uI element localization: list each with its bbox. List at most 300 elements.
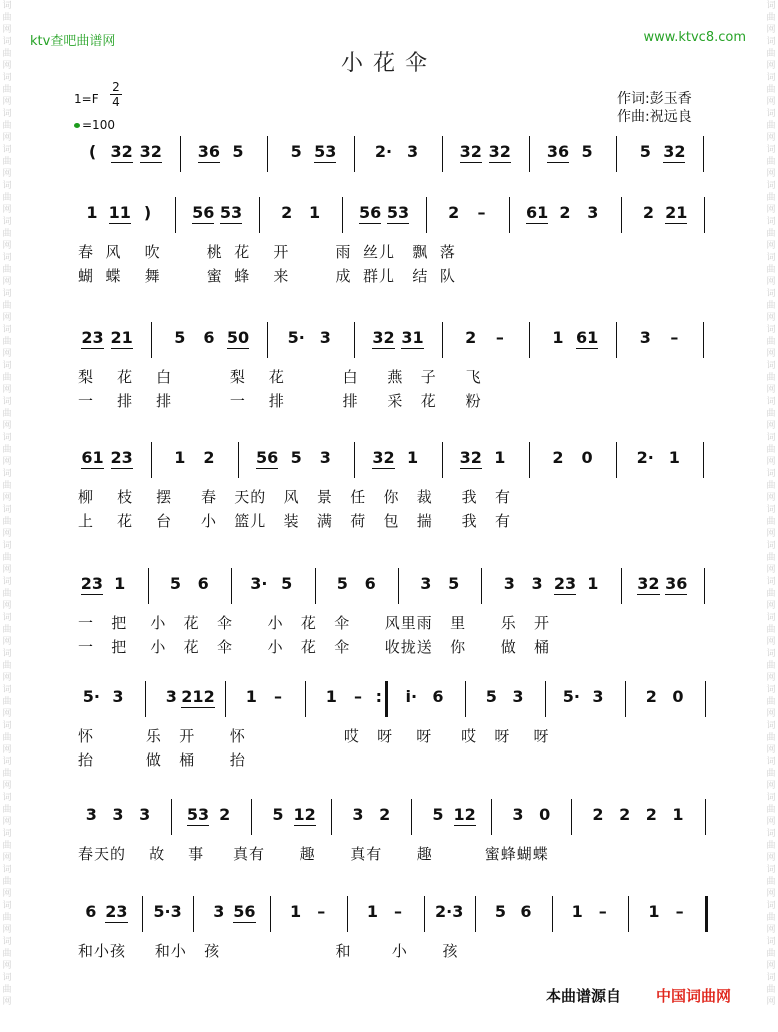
note-token: 61 xyxy=(525,203,549,222)
note-token: 53 xyxy=(186,805,210,824)
watermark-char: 网 xyxy=(2,313,12,323)
note-token: – xyxy=(670,328,679,347)
watermark-char: 网 xyxy=(2,385,12,395)
note-token: 6 xyxy=(364,574,376,593)
note-token: – xyxy=(675,902,684,921)
barline xyxy=(225,681,226,717)
lyric-line: 春 风 吹 桃 花 开 雨 丝儿 飘 落 xyxy=(78,243,456,261)
site-name-left[interactable]: ktv查吧曲谱网 xyxy=(30,34,116,49)
key-signature: 1=F xyxy=(74,92,99,106)
watermark-char: 曲 xyxy=(766,949,776,959)
staff-row xyxy=(78,448,718,478)
note-token: 32 xyxy=(372,448,395,467)
note-token: 2· xyxy=(374,142,393,161)
watermark-char: 词 xyxy=(766,253,776,263)
barline xyxy=(705,681,706,717)
barline xyxy=(180,136,181,172)
barline xyxy=(475,896,476,932)
watermark-char: 曲 xyxy=(766,49,776,59)
watermark-char: 曲 xyxy=(766,85,776,95)
watermark-char: 词 xyxy=(766,757,776,767)
note-token: 2 xyxy=(465,328,477,347)
note-token: i· xyxy=(405,687,418,706)
watermark-char: 词 xyxy=(2,361,12,371)
watermark-char: 词 xyxy=(766,37,776,47)
watermark-char: 词 xyxy=(766,469,776,479)
note-token: 6 xyxy=(520,902,532,921)
note-token: 32 xyxy=(139,142,162,161)
watermark-char: 网 xyxy=(766,817,776,827)
watermark-char: 曲 xyxy=(766,121,776,131)
watermark-char: 曲 xyxy=(766,301,776,311)
barline xyxy=(529,322,530,358)
note-token: 12 xyxy=(453,805,476,824)
note-token: 5·3 xyxy=(153,902,182,921)
watermark-char: 网 xyxy=(2,925,12,935)
note-token: 1 xyxy=(668,448,680,467)
note-token: 5 xyxy=(639,142,651,161)
watermark-char: 网 xyxy=(2,529,12,539)
watermark-char: 网 xyxy=(766,241,776,251)
composer: 作曲:祝远良 xyxy=(617,109,692,125)
watermark-char: 曲 xyxy=(766,373,776,383)
watermark-char: 网 xyxy=(766,673,776,683)
barline xyxy=(529,442,530,478)
lyric-line: 一 把 小 花 伞 小 花 伞 收拢送 你 做 桶 xyxy=(78,638,551,656)
watermark-char: 曲 xyxy=(2,913,12,923)
watermark-char: 词 xyxy=(2,469,12,479)
note-token: 1 xyxy=(290,902,302,921)
watermark-char: 网 xyxy=(2,637,12,647)
watermark-char: 词 xyxy=(2,613,12,623)
note-token: 3 xyxy=(85,805,97,824)
watermark-char: 词 xyxy=(766,217,776,227)
watermark-char: 曲 xyxy=(2,985,12,995)
watermark-char: 词 xyxy=(766,433,776,443)
watermark-char: 词 xyxy=(766,541,776,551)
note-token: ( xyxy=(88,142,97,161)
note-token: 2 xyxy=(619,805,631,824)
note-token: 23 xyxy=(105,902,128,921)
note-token: 5 xyxy=(432,805,444,824)
note-token: 5 xyxy=(232,142,244,161)
watermark-char: 网 xyxy=(766,709,776,719)
barline xyxy=(509,197,510,233)
note-token: 3 xyxy=(352,805,364,824)
watermark-char: 词 xyxy=(766,865,776,875)
note-token: 3 xyxy=(319,448,331,467)
watermark-char: 曲 xyxy=(766,481,776,491)
note-token: 0 xyxy=(581,448,593,467)
watermark-char: 网 xyxy=(766,277,776,287)
note-token: 61 xyxy=(575,328,599,347)
barline xyxy=(175,197,176,233)
barline xyxy=(231,568,232,604)
watermark-char: 网 xyxy=(2,241,12,251)
barline xyxy=(142,896,143,932)
barline xyxy=(616,442,617,478)
note-token: 5 xyxy=(448,574,460,593)
watermark-char: 曲 xyxy=(766,589,776,599)
note-token: 3 xyxy=(587,203,599,222)
watermark-char: 曲 xyxy=(2,553,12,563)
barline xyxy=(424,896,425,932)
barline xyxy=(616,136,617,172)
watermark-char: 网 xyxy=(766,745,776,755)
note-token: 5· xyxy=(82,687,100,706)
watermark-char: 网 xyxy=(2,961,12,971)
barline xyxy=(491,799,492,835)
staff-row xyxy=(78,574,718,604)
watermark-char: 网 xyxy=(766,97,776,107)
watermark-char: 词 xyxy=(766,721,776,731)
barline xyxy=(481,568,482,604)
watermark-char: 网 xyxy=(2,133,12,143)
note-token: 3 xyxy=(112,687,124,706)
note-token: 3· xyxy=(250,574,268,593)
watermark-char: 曲 xyxy=(766,625,776,635)
barline xyxy=(616,322,617,358)
note-token: 0 xyxy=(672,687,684,706)
note-token: 56 xyxy=(192,203,215,222)
watermark-char: 曲 xyxy=(766,841,776,851)
note-token: 2 xyxy=(645,805,657,824)
site-url-right[interactable]: www.ktvc8.com xyxy=(643,30,746,45)
note-token: 5 xyxy=(494,902,506,921)
watermark-char: 曲 xyxy=(2,157,12,167)
watermark-char: 曲 xyxy=(2,661,12,671)
note-token: 32 xyxy=(110,142,133,161)
barline xyxy=(148,568,149,604)
note-token: 1 xyxy=(587,574,599,593)
note-token: 32 xyxy=(459,448,482,467)
barline xyxy=(628,896,629,932)
note-token: 6 xyxy=(85,902,97,921)
barline xyxy=(354,136,355,172)
barline xyxy=(145,681,146,717)
note-token: 23 xyxy=(81,328,104,347)
meter-top: 2 xyxy=(112,80,120,94)
note-token: 53 xyxy=(314,142,337,161)
note-token: 3 xyxy=(112,805,124,824)
watermark-char: 网 xyxy=(2,205,12,215)
lyric-line: 怀 乐 开 怀 哎 呀 呀 哎 呀 呀 xyxy=(78,727,550,745)
watermark-char: 曲 xyxy=(766,229,776,239)
watermark-char: 词 xyxy=(2,73,12,83)
watermark-column-right xyxy=(764,0,778,1032)
watermark-char: 曲 xyxy=(2,265,12,275)
note-token: – xyxy=(354,687,362,706)
watermark-char: 网 xyxy=(2,853,12,863)
note-token: 32 xyxy=(488,142,511,161)
watermark-char: 词 xyxy=(2,505,12,515)
note-token: 2 xyxy=(379,805,391,824)
watermark-char: 网 xyxy=(2,349,12,359)
note-token: 6 xyxy=(197,574,209,593)
watermark-char: 网 xyxy=(766,637,776,647)
watermark-char: 网 xyxy=(2,169,12,179)
lyric-line: 一 把 小 花 伞 小 花 伞 风里雨 里 乐 开 xyxy=(78,614,551,632)
note-token: 3 xyxy=(531,574,543,593)
watermark-char: 词 xyxy=(766,1,776,11)
barline xyxy=(704,568,705,604)
barline xyxy=(305,681,306,717)
note-token: 2 xyxy=(219,805,231,824)
note-token: 2 xyxy=(642,203,654,222)
lyricist: 作词:彭玉香 xyxy=(617,91,692,107)
barline xyxy=(347,896,348,932)
lyric-line: 柳 枝 摆 春 天的 风 景 任 你 裁 我 有 xyxy=(78,488,511,506)
note-token: 21 xyxy=(110,328,133,347)
note-token: 56 xyxy=(359,203,382,222)
note-token: 3 xyxy=(420,574,432,593)
note-token: – xyxy=(394,902,402,921)
tempo-marking xyxy=(74,118,115,132)
barline xyxy=(625,681,626,717)
note-token: 53 xyxy=(219,203,243,222)
note-token: 3 xyxy=(512,805,524,824)
note-token: – xyxy=(317,902,326,921)
note-token: 1 xyxy=(648,902,660,921)
watermark-char: 网 xyxy=(2,817,12,827)
watermark-char: 网 xyxy=(766,133,776,143)
watermark-char: 曲 xyxy=(2,445,12,455)
note-token: 3 xyxy=(319,328,331,347)
time-signature xyxy=(108,80,124,109)
lyric-line: 梨 花 白 梨 花 白 燕 子 飞 xyxy=(78,368,482,386)
watermark-char: 网 xyxy=(766,529,776,539)
watermark-char: 网 xyxy=(2,745,12,755)
watermark-char: 词 xyxy=(766,793,776,803)
note-token: 36 xyxy=(665,574,688,593)
watermark-char: 曲 xyxy=(766,409,776,419)
note-token: 1 xyxy=(245,687,257,706)
watermark-char: 网 xyxy=(766,565,776,575)
watermark-char: 网 xyxy=(2,997,12,1007)
watermark-char: 曲 xyxy=(766,985,776,995)
note-token: 3 xyxy=(592,687,604,706)
watermark-char: 曲 xyxy=(766,697,776,707)
watermark-char: 词 xyxy=(2,937,12,947)
note-token: 2 xyxy=(448,203,460,222)
watermark-char: 曲 xyxy=(766,553,776,563)
watermark-char: 网 xyxy=(2,601,12,611)
note-token: 0 xyxy=(539,805,551,824)
note-token: 61 xyxy=(81,448,104,467)
watermark-char: 词 xyxy=(766,937,776,947)
barline xyxy=(267,322,268,358)
note-token: 50 xyxy=(226,328,250,347)
note-token: 23 xyxy=(553,574,577,593)
note-token: 5· xyxy=(562,687,580,706)
watermark-char: 曲 xyxy=(2,733,12,743)
note-token: 3 xyxy=(213,902,225,921)
watermark-char: 词 xyxy=(2,541,12,551)
watermark-char: 曲 xyxy=(2,805,12,815)
note-token: – xyxy=(477,203,486,222)
watermark-char: 词 xyxy=(766,361,776,371)
watermark-char: 曲 xyxy=(766,769,776,779)
footer-source[interactable]: 中国词曲网 xyxy=(656,987,732,1005)
lyric-line: 上 花 台 小 篮儿 装 满 荷 包 揣 我 有 xyxy=(78,512,511,530)
watermark-char: 词 xyxy=(2,217,12,227)
note-token: 23 xyxy=(110,448,133,467)
note-token: 5 xyxy=(272,805,284,824)
watermark-char: 词 xyxy=(766,577,776,587)
watermark-char: 网 xyxy=(766,601,776,611)
watermark-char: 词 xyxy=(2,577,12,587)
song-title: 小花伞 xyxy=(340,51,437,76)
note-token: 1 xyxy=(406,448,419,467)
watermark-char: 词 xyxy=(2,793,12,803)
footer-label: 本曲谱源自 xyxy=(546,987,622,1005)
note-token: 212 xyxy=(181,687,215,706)
watermark-char: 曲 xyxy=(766,805,776,815)
barline xyxy=(411,799,412,835)
quarter-note-icon xyxy=(74,123,80,128)
watermark-char: 词 xyxy=(2,181,12,191)
barline xyxy=(703,442,704,478)
watermark-char: 网 xyxy=(766,781,776,791)
note-token: 1 xyxy=(308,203,321,222)
note-token: 2 xyxy=(552,448,564,467)
note-token: 3 xyxy=(165,687,177,706)
watermark-char: 词 xyxy=(766,613,776,623)
watermark-char: 网 xyxy=(2,457,12,467)
note-token: 1 xyxy=(552,328,564,347)
watermark-char: 曲 xyxy=(766,157,776,167)
meter-bottom: 4 xyxy=(112,95,120,109)
barline xyxy=(552,896,553,932)
watermark-char: 曲 xyxy=(766,13,776,23)
watermark-char: 曲 xyxy=(2,769,12,779)
watermark-char: 词 xyxy=(2,325,12,335)
note-token: 3 xyxy=(512,687,524,706)
note-token: 32 xyxy=(637,574,660,593)
note-token: 5· xyxy=(287,328,305,347)
watermark-char: 曲 xyxy=(2,13,12,23)
watermark-char: 曲 xyxy=(2,949,12,959)
barline xyxy=(705,799,706,835)
note-token: 5 xyxy=(290,142,302,161)
watermark-char: 词 xyxy=(2,865,12,875)
watermark-char: 曲 xyxy=(2,877,12,887)
barline xyxy=(571,799,572,835)
watermark-char: 网 xyxy=(766,25,776,35)
watermark-char: 词 xyxy=(2,397,12,407)
note-token: 21 xyxy=(665,203,688,222)
barline xyxy=(171,799,172,835)
watermark-char: 网 xyxy=(766,421,776,431)
note-token: 1 xyxy=(325,687,337,706)
watermark-char: 词 xyxy=(766,181,776,191)
watermark-char: 曲 xyxy=(766,265,776,275)
barline xyxy=(331,799,332,835)
note-token: 23 xyxy=(80,574,104,593)
note-token: 5 xyxy=(485,687,497,706)
lyric-line: 蝴 蝶 舞 蜜 蜂 来 成 群儿 结 队 xyxy=(78,267,456,285)
barline xyxy=(703,136,704,172)
watermark-char: 曲 xyxy=(2,301,12,311)
watermark-char: 词 xyxy=(766,901,776,911)
note-token: 6 xyxy=(432,687,444,706)
barline xyxy=(354,322,355,358)
barline xyxy=(442,136,443,172)
watermark-char: 词 xyxy=(2,253,12,263)
barline xyxy=(529,136,530,172)
barline xyxy=(259,197,260,233)
watermark-char: 曲 xyxy=(2,193,12,203)
note-token: 56 xyxy=(233,902,256,921)
note-token: 1 xyxy=(114,574,126,593)
note-token: 32 xyxy=(663,142,686,161)
note-token: 3 xyxy=(139,805,151,824)
note-token: 5 xyxy=(290,448,302,467)
barline xyxy=(545,681,546,717)
barline xyxy=(238,442,239,478)
barline xyxy=(267,136,268,172)
watermark-char: 词 xyxy=(2,109,12,119)
watermark-char: 网 xyxy=(2,25,12,35)
barline xyxy=(151,322,152,358)
watermark-char: 曲 xyxy=(2,85,12,95)
barline xyxy=(705,896,708,932)
watermark-char: 曲 xyxy=(766,877,776,887)
note-token: 32 xyxy=(372,328,395,347)
watermark-char: 曲 xyxy=(766,733,776,743)
watermark-column-left xyxy=(0,0,14,1032)
watermark-char: 曲 xyxy=(2,409,12,419)
staff-row xyxy=(78,203,718,233)
watermark-char: 词 xyxy=(766,289,776,299)
note-token: 1 xyxy=(86,203,98,222)
note-token: 3 xyxy=(639,328,651,347)
watermark-char: 曲 xyxy=(2,625,12,635)
watermark-char: 曲 xyxy=(2,373,12,383)
note-token: 5 xyxy=(281,574,293,593)
staff-row xyxy=(78,328,718,358)
credits xyxy=(617,90,692,126)
watermark-char: 词 xyxy=(766,73,776,83)
note-token: 2 xyxy=(559,203,571,222)
watermark-char: 词 xyxy=(2,901,12,911)
barline xyxy=(342,197,343,233)
note-token: 3 xyxy=(406,142,419,161)
watermark-char: 网 xyxy=(766,961,776,971)
watermark-char: 曲 xyxy=(766,193,776,203)
note-token: 1 xyxy=(494,448,506,467)
watermark-char: 词 xyxy=(766,829,776,839)
note-token: 5 xyxy=(169,574,181,593)
barline xyxy=(193,896,194,932)
note-token: 1 xyxy=(366,902,378,921)
barline xyxy=(270,896,271,932)
watermark-char: 词 xyxy=(2,649,12,659)
staff-row xyxy=(78,687,718,717)
watermark-char: 网 xyxy=(2,673,12,683)
note-token: 1 xyxy=(672,805,684,824)
barline xyxy=(315,568,316,604)
watermark-char: 词 xyxy=(766,145,776,155)
watermark-char: 网 xyxy=(766,997,776,1007)
watermark-char: 曲 xyxy=(2,589,12,599)
staff-row xyxy=(78,902,718,932)
watermark-char: 网 xyxy=(766,205,776,215)
watermark-char: 词 xyxy=(766,973,776,983)
watermark-char: 网 xyxy=(766,169,776,179)
watermark-char: 网 xyxy=(766,853,776,863)
note-token: 5 xyxy=(336,574,348,593)
